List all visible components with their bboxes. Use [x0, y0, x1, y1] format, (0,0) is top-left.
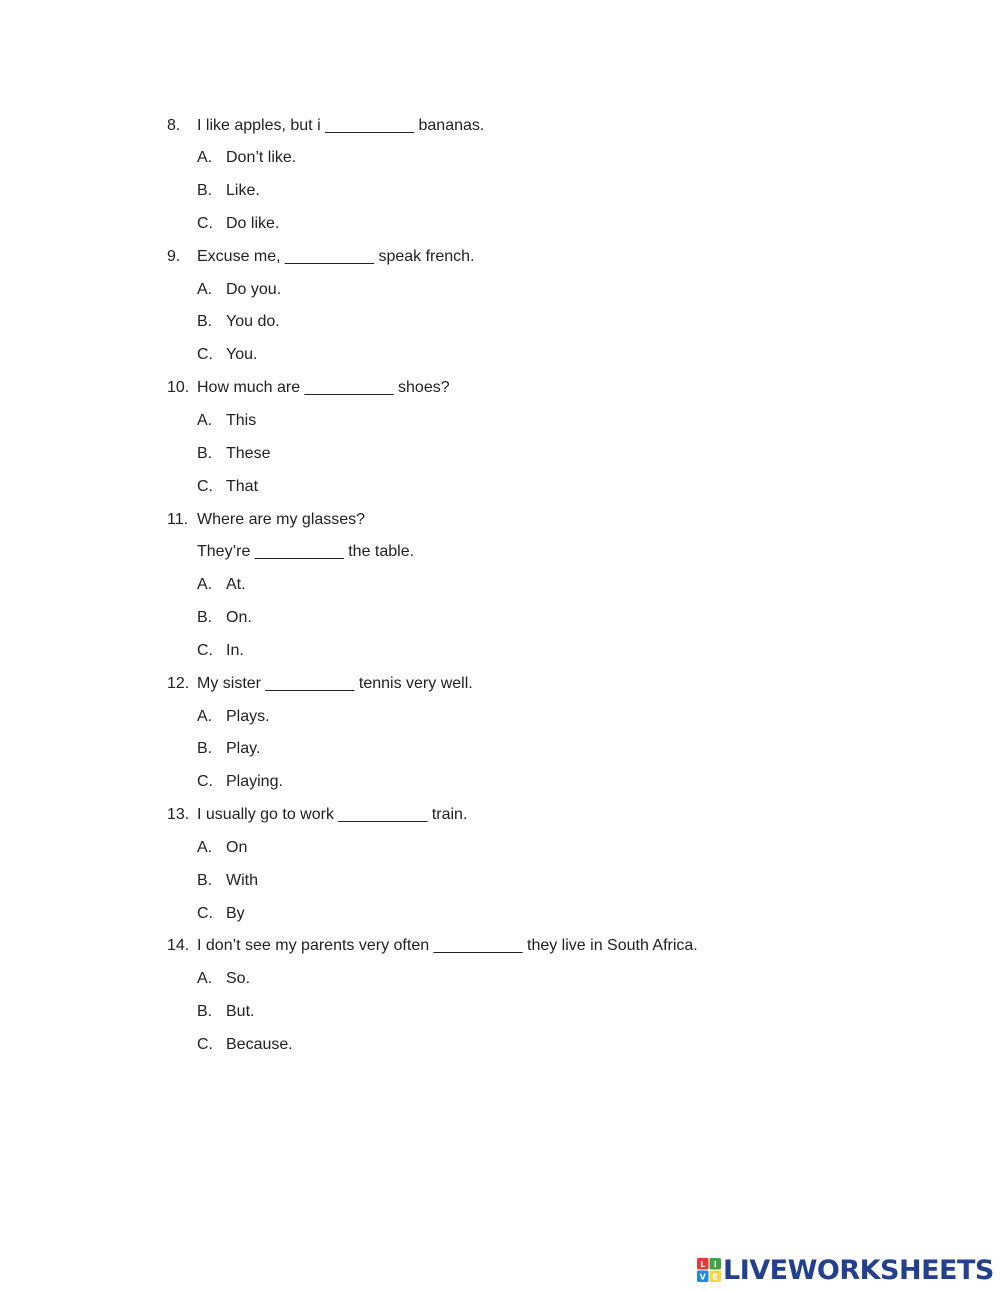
option-text: Playing. [226, 773, 283, 790]
option-letter: B. [197, 313, 213, 330]
liveworksheets-logo [697, 1256, 994, 1284]
question-number: 12. [167, 675, 190, 692]
option-letter: A. [197, 839, 213, 856]
option-text: These [226, 445, 271, 462]
option-letter: A. [197, 708, 213, 725]
question-text: Excuse me, __________ speak french. [197, 248, 475, 265]
option-text: Do you. [226, 281, 282, 298]
option-text: That [226, 478, 259, 495]
option-text: By [226, 905, 245, 922]
option-letter: B. [197, 609, 213, 626]
option-letter: B. [197, 445, 213, 462]
option-letter: C. [197, 642, 213, 659]
question-text: How much are __________ shoes? [197, 379, 450, 396]
brand-name: LIVEWORKSHEETS [723, 1254, 994, 1286]
option-text: With [226, 872, 258, 889]
question-text-line-2: They’re __________ the table. [197, 543, 415, 560]
question-text: My sister __________ tennis very well. [197, 675, 473, 692]
option-letter: A. [197, 970, 213, 987]
option-text: Do like. [226, 215, 280, 232]
option-letter: C. [197, 215, 213, 232]
option-text: You. [226, 346, 258, 363]
option-letter: A. [197, 149, 213, 166]
logo-letter: L [700, 1260, 706, 1269]
question-number: 10. [167, 379, 190, 396]
option-text: So. [226, 970, 251, 987]
option-text: On. [226, 609, 252, 626]
question-number: 9. [167, 248, 181, 265]
logo-letter: E [712, 1272, 718, 1282]
option-letter: C. [197, 1036, 213, 1053]
option-letter: A. [197, 412, 213, 429]
option-letter: C. [197, 478, 213, 495]
question-text: I don’t see my parents very often __________ they live in South Africa. [197, 937, 698, 954]
option-letter: C. [197, 773, 213, 790]
question-text: I like apples, but i __________ bananas. [197, 117, 485, 134]
question-text: I usually go to work __________ train. [197, 806, 468, 823]
option-text: Don’t like. [226, 149, 297, 166]
liveworksheets-logo-icon [697, 1258, 721, 1282]
option-text: Like. [226, 182, 260, 199]
option-text: At. [226, 576, 246, 593]
option-text: In. [226, 642, 244, 659]
option-letter: B. [197, 740, 213, 757]
question-number: 11. [167, 511, 189, 528]
option-letter: A. [197, 281, 213, 298]
question-number: 13. [167, 806, 190, 823]
logo-letter: V [699, 1272, 706, 1282]
question-number: 8. [167, 117, 181, 134]
question-number: 14. [167, 937, 190, 954]
option-text: But. [226, 1003, 255, 1020]
option-letter: B. [197, 182, 213, 199]
option-letter: C. [197, 346, 213, 363]
option-letter: B. [197, 1003, 213, 1020]
logo-letter: I [713, 1260, 717, 1269]
option-text: Because. [226, 1036, 293, 1053]
question-text: Where are my glasses? [197, 511, 366, 528]
option-text: This [226, 412, 257, 429]
option-letter: A. [197, 576, 213, 593]
option-text: On [226, 839, 248, 856]
option-text: Plays. [226, 708, 270, 725]
option-text: Play. [226, 740, 261, 757]
option-text: You do. [226, 313, 280, 330]
option-letter: C. [197, 905, 213, 922]
option-letter: B. [197, 872, 213, 889]
